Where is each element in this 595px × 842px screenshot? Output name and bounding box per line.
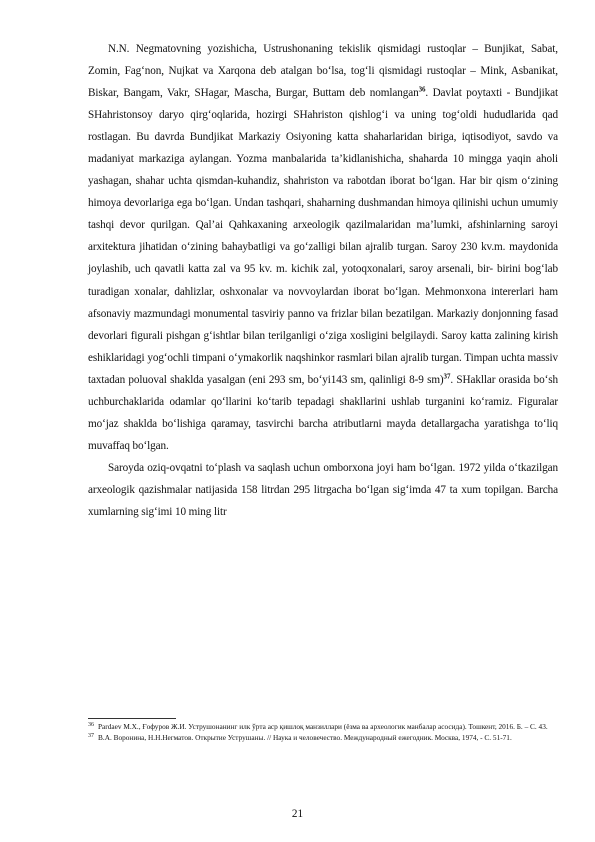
paragraph-2: Saroyda oziq-ovqatni to‘plash va saqlash uchun omborxona joyi ham bo‘lgan. 1972 yilda o‘tkazilgan arxeologik qazishmalar natijasida 158 litrdan 295 litrgacha bo‘lgan sig‘imda 47 ta xum topilgan. Barcha xumlarning sig‘imi 10 ming litr <box>88 461 558 518</box>
footnote-text: Pardaev M.X., Ғофуров Ж.И. Уструшонанинг илк ўрта аср қишлоқ манзиллари (ёзма ва археологик манбалар асосида). Тошкент, 2016. Б. – С. 43. <box>98 722 548 731</box>
footnote-mark: 37 <box>88 732 94 739</box>
footnote-mark: 36 <box>88 721 94 728</box>
paragraph-1-tail: . SHakllar orasida bo‘sh uchburchaklarida odamlar qo‘llarini ko‘tarib tepadagi shakllarini ushlab turganini ko‘ramiz. Figuralar mo‘jaz shaklda bo‘lishiga qaramay, tasvirchi barcha atributlarni mayda detallargacha yaratishga to‘liq muvaffaq bo‘lgan. <box>88 373 558 452</box>
page-number: 21 <box>291 808 304 820</box>
footnote-text: В.А. Воронина, Н.Н.Негматов. Открытие Уструшаны. // Наука и человечество. Международный ежегодник. Москва, 1974, - С. 51-71. <box>98 733 512 743</box>
footnote-separator <box>88 718 176 719</box>
paragraph-1-text: N.N. Negmatovning yozishicha, Ustrushonaning tekislik qismidagi rustoqlar – Bunjikat, Sabat, Zomin, Fag‘non, Nujkat va Xarqona deb atalgan bo‘lsa, tog‘li qismidagi rustoqlar – Mink, Asbanikat, Biskar, Bangam, Vakr, SHagar, Mascha, Burgar, Buttam deb nomlangan <box>88 43 558 100</box>
body-text <box>88 38 558 523</box>
footnote-37 <box>88 733 558 743</box>
footnote-ref-36[interactable]: 36 <box>418 85 426 94</box>
paragraph-1-continuation: . Davlat poytaxti - Bundjikat SHahristonsoy daryo qirg‘oqlarida, hozirgi SHahriston qishlog‘i va uning tog‘oldi hududlarida qad rostlagan. Bu davrda Bundjikat Markaziy Osiyoning katta shaharlaridan biriga, iqtisodiyot, savdo va madaniyat markaziga aylangan. Yozma manbalarida ta’kidlanishicha, shaharda 10 mingga yaqin aholi yashagan, shahar uchta qismdan-kuhandiz, shahriston va rabotdan iborat bo‘lgan. Har bir qism o‘zining himoya devorlariga ega bo‘lgan. Undan tashqari, shaharning dushmandan himoya qilinishi uchun umumiy tashqi devor qurilgan. Qal’ai Qahkaxaning arxeologik qazilmalaridan ma’lumki, afshinlarning saroyi arxitektura jihatidan o‘zining bahaybatligi va go‘zalligi bilan ajralib turgan. Saroy 230 kv.m. maydonida joylashib, uch qavatli katta zal va 95 kv. m. kichik zal, yotoqxonalari, saroy arsenali, bir- birini bog‘lab turadigan xonalar, dahlizlar, oshxonalar va novvoylardan iborat bo‘lgan. Mehmonxona intererlari ham afsonaviy mazmundagi monumental tasviriy panno va frizlar bilan bezatilgan. Markaziy donjonning fasad devorlari figurali pishgan g‘ishtlar bilan terilganligi o‘ziga xosligini belgilaydi. Saroy katta zalining kirish eshiklaridagi yog‘ochli timpani o‘ymakorlik naqshinkor rasmlari bilan ajralib turgan. Timpan uchta massiv taxtadan poluoval shaklda yasalgan (eni 293 sm, bo‘yi143 sm, qalinligi 8-9 sm) <box>88 87 558 386</box>
footnote-36 <box>88 722 558 732</box>
paragraph-1 <box>88 38 558 457</box>
footnote-ref-37[interactable]: 37 <box>443 371 451 380</box>
footnotes <box>88 722 558 745</box>
